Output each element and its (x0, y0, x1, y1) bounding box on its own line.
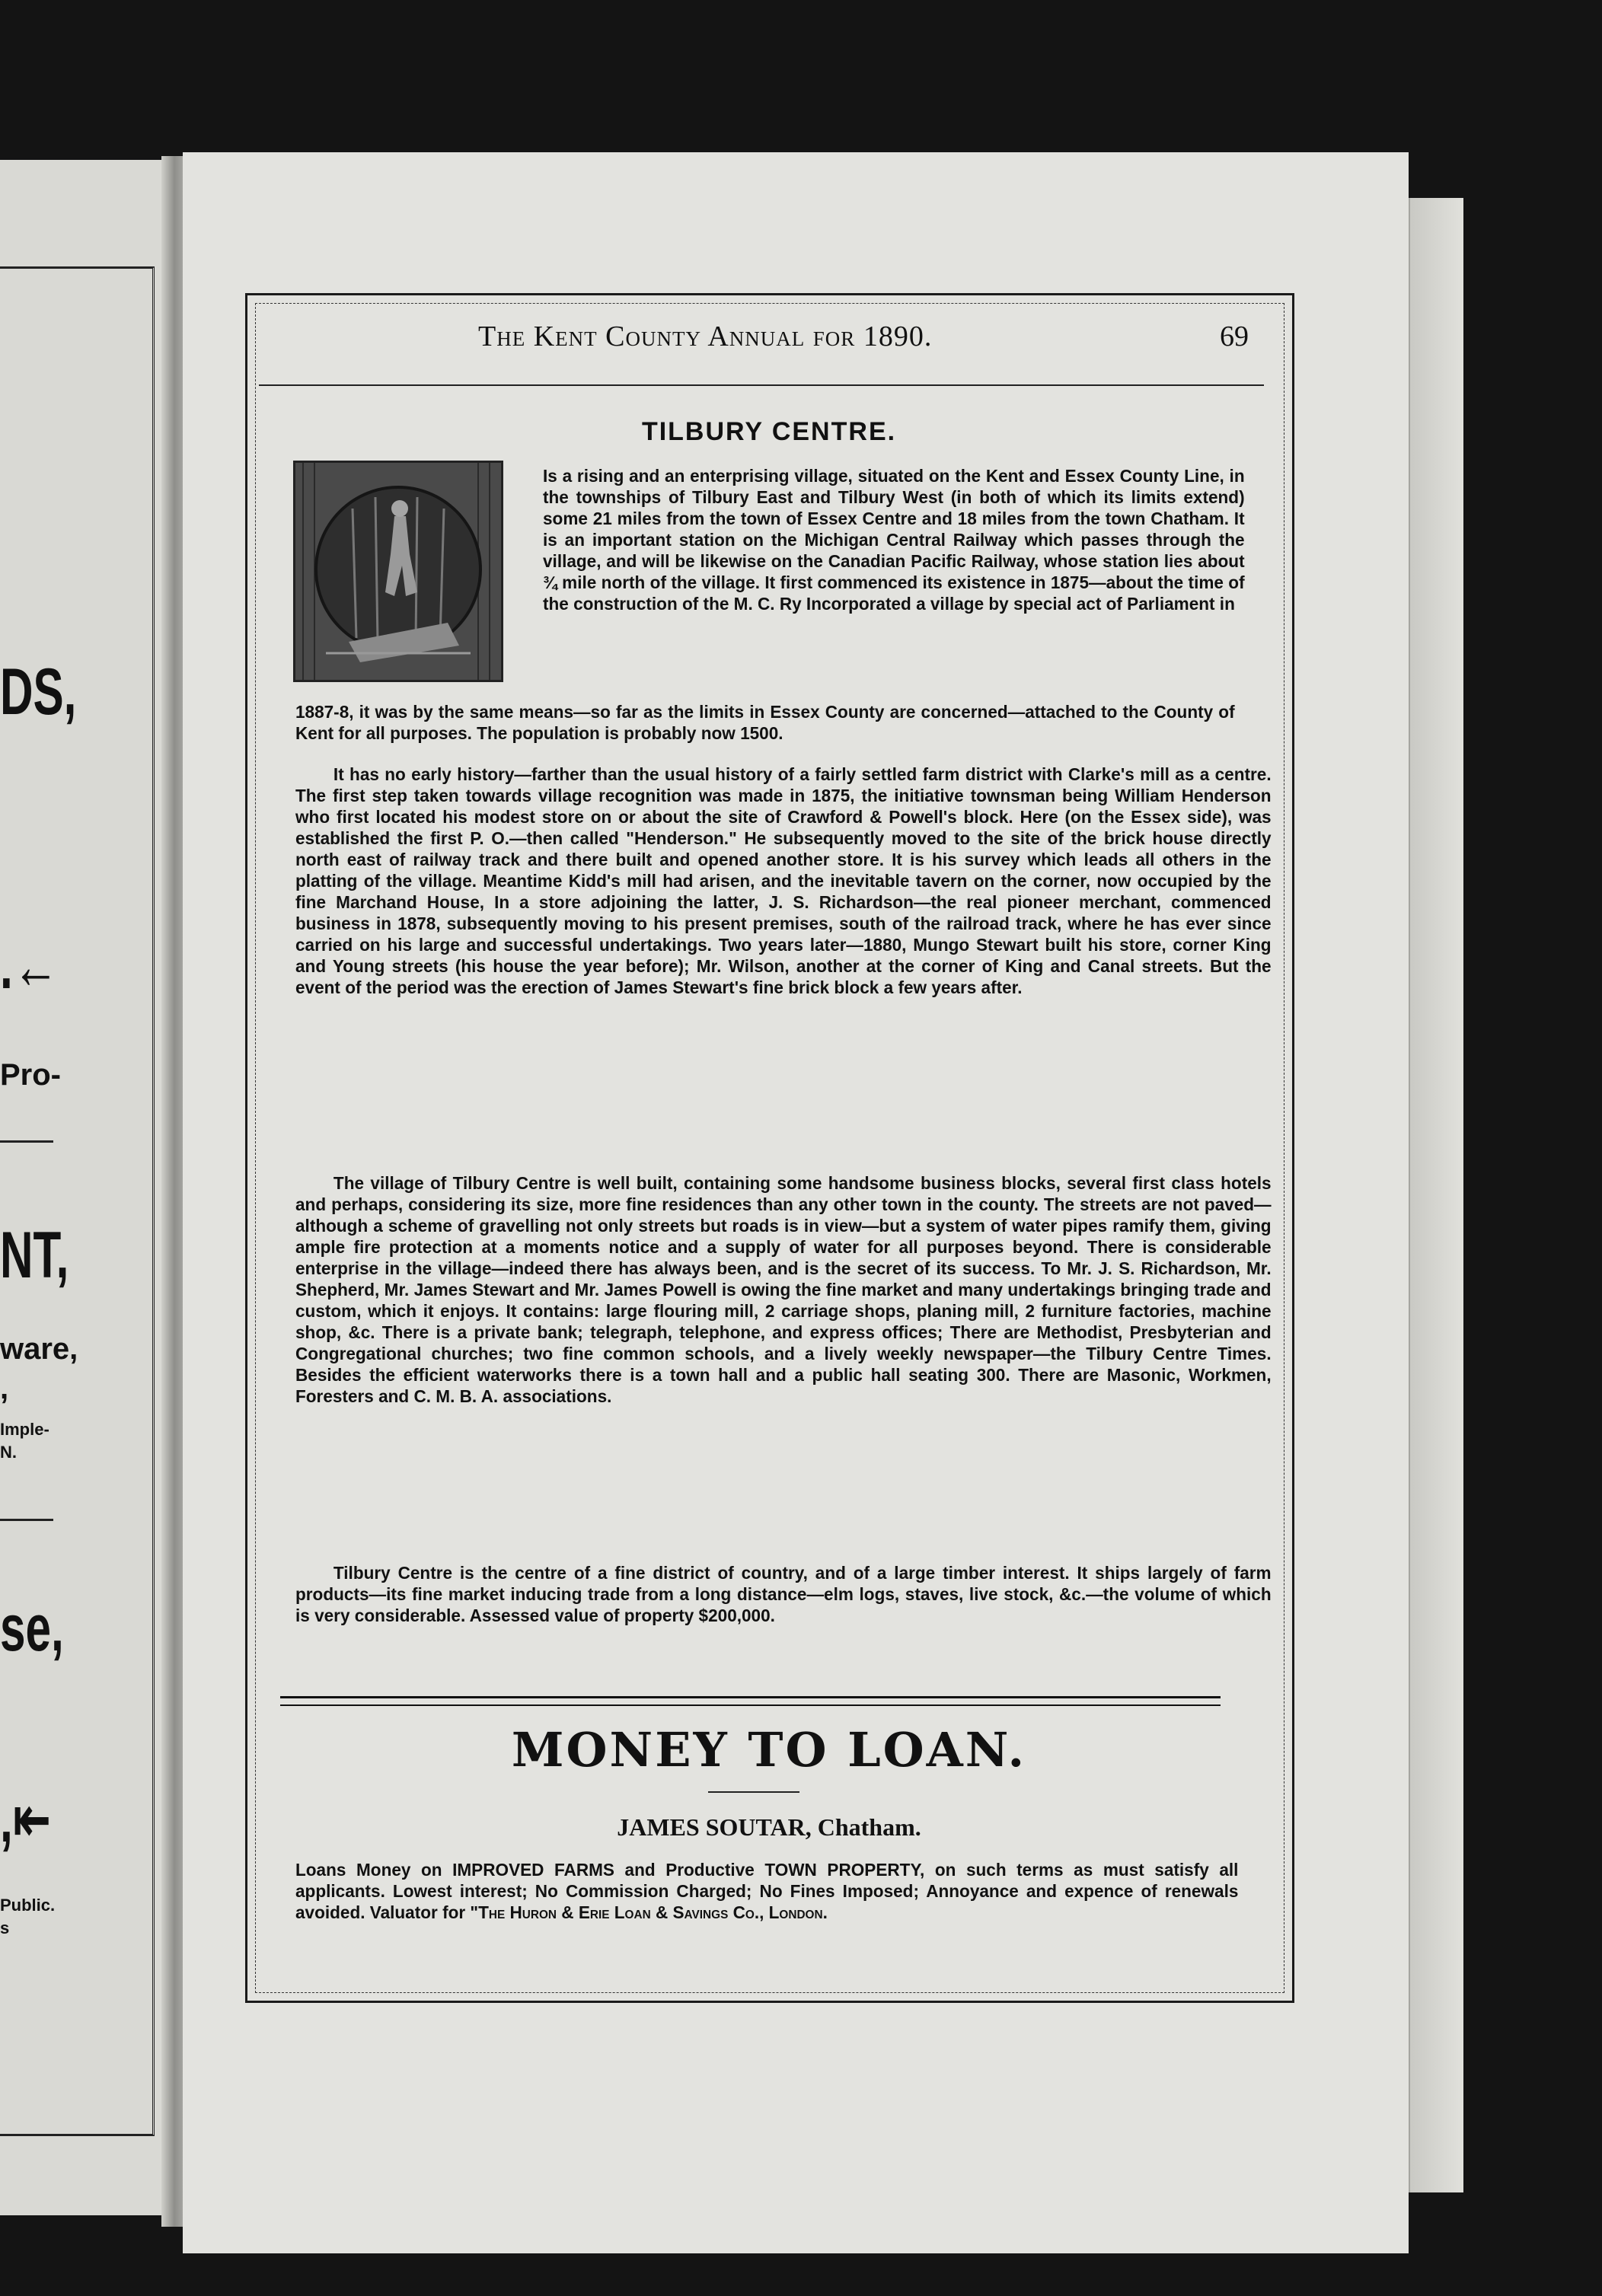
advertisement-body: Loans Money on IMPROVED FARMS and Productive TOWN PROPERTY, on such terms as must satisfy all applicants. Lowest interest; No Commission Charged; No Fines Imposed; Annoyance and expence of renewals avoided. Valuator for " (295, 1860, 1239, 1922)
left-page-rule (0, 1140, 53, 1143)
engraving-image (295, 463, 501, 680)
advertisement-title: MONEY TO LOAN. (511, 1722, 1027, 1778)
advertisement-text (295, 1859, 1238, 1923)
advertiser-name: JAMES SOUTAR, Chatham. (617, 1813, 921, 1841)
advertisement-divider (280, 1696, 1221, 1706)
page-stack-edge (1409, 198, 1463, 2192)
advertisement-company: The Huron & Erie Loan & Savings Co., London. (478, 1902, 828, 1922)
header-rule (259, 384, 1264, 386)
left-page-fragment: Public. (0, 1896, 56, 1915)
article-intro-continued: 1887-8, it was by the same means—so far as the limits in Essex County are concerned—attached to the County of Kent for all purposes. The population is probably now 1500. (295, 702, 1235, 743)
left-page-fragment: N. (0, 1443, 17, 1462)
left-page-fragment: .← (0, 930, 59, 1003)
left-page-fragment: DS, (0, 655, 77, 729)
left-page-fragment: NT, (0, 1219, 69, 1292)
article-paragraph: It has no early history—farther than the usual history of a fairly settled farm district with Clarke's mill as a centre. The first step taken towards village recognition was made in 1875, the initiative townsman being William Henderson who first located his modest store on or about the site of Crawford & Powell's block. Here (on the Essex side), was established the first P. O.—then called "Henderson." He subsequently moved to the site of the brick house directly north east of railway track and there built and opened another store. It is his survey which leads all others in the platting of the village. Meantime Kidd's mill had arisen, and the inevitable tavern on the corner, now occupied by the fine Marchand House, In a store adjoining the latter, J. S. Richardson—the real pioneer merchant, commenced business in 1878, subsequently moving to his present premises, south of the railroad track, where he has ever since carried on his large and successful undertakings. Two years later—1880, Mungo Stewart built his store, corner King and Young streets (his house the year before); Mr. Wilson, another at the corner of King and Canal streets. But the event of the period was the erection of James Stewart's fine brick block a few years after. (295, 764, 1272, 997)
article-intro: Is a rising and an enterprising village, situated on the Kent and Essex County Line, in the townships of Tilbury East and Tilbury West (in both of which its limits extend) some 21 miles from the town of Essex Centre and 18 miles from the town Chatham. It is an important station on the Michigan Central Railway which passes through the village, and will be likewise on the Canadian Pacific Railway, whose station lies about ¾ mile north of the village. It first commenced its existence in 1875—about the time of the construction of the M. C. Ry Incorporated a village by special act of Parliament in (543, 466, 1245, 614)
left-page-fragment: s (0, 1918, 10, 1937)
left-page-fragment: , (0, 1372, 9, 1405)
left-page-fragment: se, (0, 1592, 64, 1665)
page-number: 69 (1220, 320, 1249, 352)
article-title: TILBURY CENTRE. (641, 417, 897, 446)
left-page-rule (0, 1519, 53, 1521)
running-header (274, 320, 1264, 365)
article-paragraph: Tilbury Centre is the centre of a fine district of country, and of a large timber interest. It ships largely of farm products—its fine market inducing trade from a long distance—elm logs, staves, live stock, &c.—the volume of which is very considerable. Assessed value of property $200,000. (295, 1563, 1272, 1625)
engraving-illustration (293, 461, 503, 682)
left-page-fragment: Pro- (0, 1058, 61, 1092)
left-page-fragment: ,⇤ (0, 1783, 52, 1856)
running-title: The Kent County Annual for 1890. (478, 320, 933, 352)
advertisement-short-rule (708, 1791, 799, 1793)
left-page-fragment: ware, (0, 1332, 78, 1366)
left-page-fragment: Imple- (0, 1420, 49, 1439)
previous-page (0, 160, 171, 2215)
article-paragraph: The village of Tilbury Centre is well built, containing some handsome business blocks, several first class hotels and perhaps, considering its size, more fine residences than any other town in the county. The streets are not paved—although a scheme of gravelling not only streets but roads is in view—but a system of water pipes ramify them, giving ample fire protection at a moments notice and a supply of water for all purposes beyond. There is considerable enterprise in the village—indeed there has always been, and is the secret of its success. To Mr. J. S. Richardson, Mr. Shepherd, Mr. James Stewart and Mr. James Powell is owing the fine market and many undertakings bringing trade and custom, which it enjoys. It contains: large flouring mill, 2 carriage shops, planing mill, 2 furniture factories, machine shop, &c. There is a private bank; telegraph, telephone, and express offices; There are Methodist, Presbyterian and Congregational churches; two fine common schools, and a lively weekly newspaper—the Tilbury Centre Times. Besides the efficient waterworks there is a town hall and a public hall seating 300. There are Masonic, Workmen, Foresters and C. M. B. A. associations. (295, 1173, 1272, 1406)
